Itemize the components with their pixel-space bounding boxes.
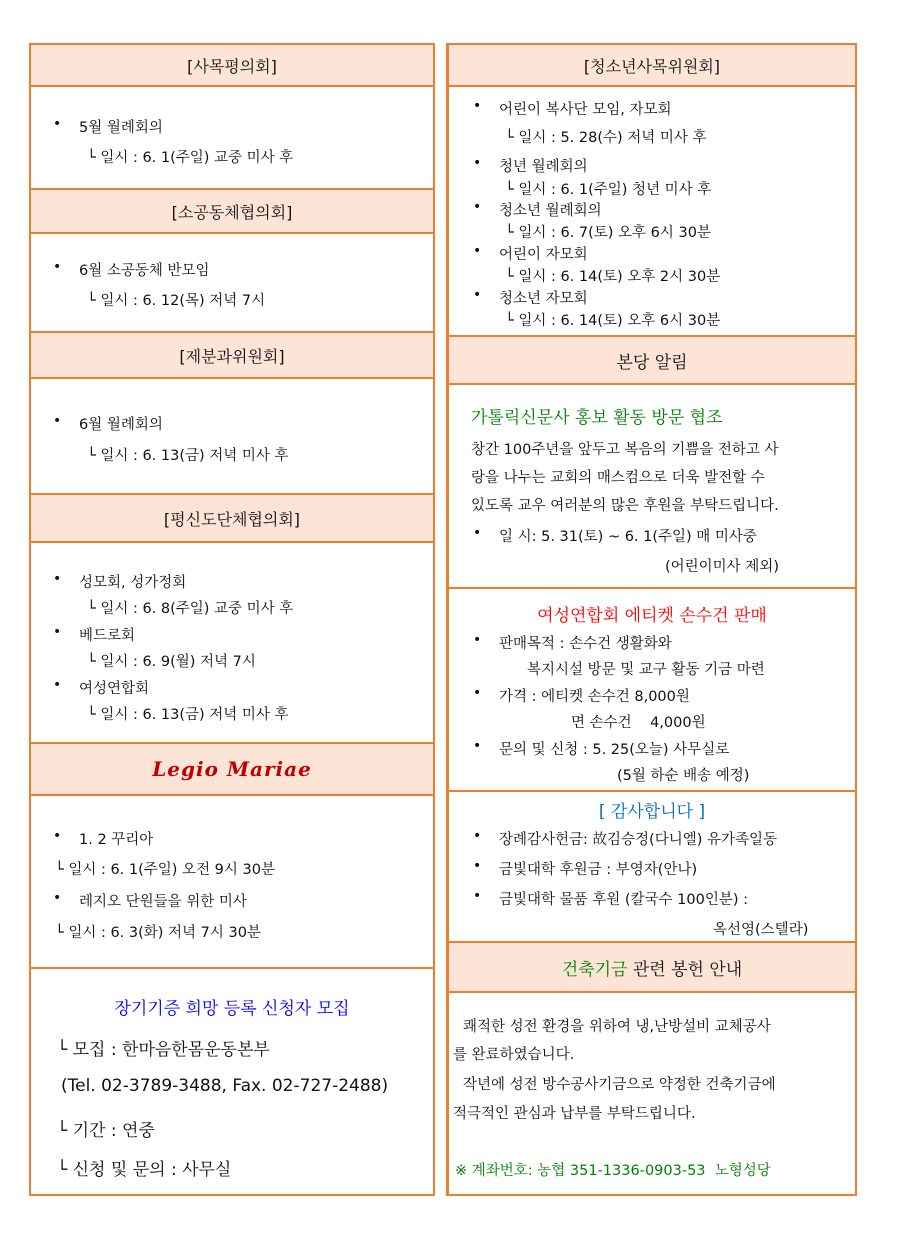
list-item-detail: └ 일시 : 6. 1(주일) 교중 미사 후 — [87, 150, 294, 166]
section-header-youth-committee: [청소년사목위원회] — [449, 45, 855, 87]
list-item: • 6월 월례회의 — [79, 413, 163, 434]
notice-paragraph: 작년에 성전 방수공사기금으로 약정한 건축기금에 — [463, 1077, 776, 1093]
list-item-detail: └ 일시 : 6. 7(토) 오후 6시 30분 — [505, 225, 711, 241]
list-item-detail: └ 일시 : 6. 1(주일) 청년 미사 후 — [505, 182, 712, 198]
list-item-detail: └ 일시 : 6. 3(화) 저녁 7시 30분 — [55, 925, 261, 941]
notice-title-catholic-newspaper: 가톨릭신문사 홍보 활동 방문 협조 — [471, 408, 723, 428]
organ-donation-line: └ 기간 : 연중 — [57, 1121, 155, 1141]
notice-title-handkerchief-sale: 여성연합회 에티켓 손수건 판매 — [537, 606, 767, 626]
notice-title-thanks: [ 감사합니다 ] — [598, 802, 706, 822]
section-header-legio-mariae — [31, 742, 433, 796]
list-item: • 성모회, 성가정회 — [79, 571, 186, 592]
legio-mariae-logo: Legio Mariae — [152, 757, 312, 781]
list-item-detail: └ 일시 : 6. 8(주일) 교중 미사 후 — [87, 601, 294, 617]
list-item-detail: └ 일시 : 5. 28(수) 저녁 미사 후 — [505, 130, 707, 146]
list-item: • 5월 월례회의 — [79, 116, 163, 137]
list-item: • 청소년 월례회의 — [499, 199, 602, 220]
list-item-continued: (5월 하순 배송 예정) — [617, 768, 750, 784]
notice-paragraph: 쾌적한 성전 환경을 위하여 냉,난방설비 교체공사 — [463, 1019, 771, 1035]
column-gap — [433, 43, 448, 1196]
list-item-detail: └ 일시 : 6. 13(금) 저녁 미사 후 — [87, 448, 289, 464]
section-header-lay-groups: [평신도단체협의회] — [31, 493, 433, 543]
organ-donation-line: └ 신청 및 문의 : 사무실 — [57, 1160, 232, 1180]
notice-paragraph: 적극적인 관심과 납부를 부탁드립니다. — [453, 1106, 696, 1122]
list-item-detail: └ 일시 : 6. 14(토) 오후 6시 30분 — [505, 313, 721, 329]
list-item: • 어린이 복사단 모임, 자모회 — [499, 98, 672, 119]
list-item: • 6월 소공동체 반모임 — [79, 259, 210, 280]
list-item: • 레지오 단원들을 위한 미사 — [79, 890, 247, 911]
building-fund-highlight: 건축기금 — [561, 959, 628, 980]
list-item: • 금빛대학 후원금 : 부영자(안나) — [499, 858, 697, 879]
list-item-continued: 면 손수건 4,000원 — [571, 715, 706, 731]
section-header-committees: [제분과위원회] — [31, 331, 433, 379]
notice-paragraph: 창간 100주년을 앞두고 복음의 기쁨을 전하고 사 — [471, 442, 779, 458]
list-item-detail: └ 일시 : 6. 14(토) 오후 2시 30분 — [505, 269, 721, 285]
right-column — [447, 43, 857, 1196]
list-item: • 가격 : 에티켓 손수건 8,000원 — [499, 685, 690, 706]
list-item-continued: 복지시설 방문 및 교구 활동 기금 마련 — [527, 662, 765, 678]
list-item-detail: └ 일시 : 6. 12(목) 저녁 7시 — [87, 293, 266, 309]
organ-donation-title: 장기기증 희망 등록 신청자 모집 — [114, 999, 350, 1019]
list-item-continued: 옥선영(스텔라) — [713, 922, 809, 938]
section-header-building-fund — [449, 941, 855, 993]
list-item: • 일 시: 5. 31(토) ~ 6. 1(주일) 매 미사중 — [499, 525, 757, 546]
notice-paragraph: 를 완료하였습니다. — [453, 1047, 575, 1063]
list-item: • 문의 및 신청 : 5. 25(오늘) 사무실로 — [499, 738, 729, 759]
list-item-note: (어린이미사 제외) — [665, 559, 779, 575]
list-item-detail: └ 일시 : 6. 9(월) 저녁 7시 — [87, 654, 256, 670]
list-item: • 어린이 자모회 — [499, 243, 588, 264]
left-column — [29, 43, 435, 1196]
list-item: • 베드로회 — [79, 624, 135, 645]
list-item-detail: └ 일시 : 6. 13(금) 저녁 미사 후 — [87, 707, 289, 723]
list-item: • 청년 월례회의 — [499, 155, 588, 176]
organ-donation-line: (Tel. 02-3789-3488, Fax. 02-727-2488) — [61, 1076, 389, 1096]
list-item: • 청소년 자모회 — [499, 287, 588, 308]
list-item: • 판매목적 : 손수건 생활화와 — [499, 632, 672, 653]
list-item: • 1. 2 꾸리아 — [79, 828, 153, 849]
notice-paragraph: 있도록 교우 여러분의 많은 후원을 부탁드립니다. — [471, 498, 779, 514]
list-item: • 장례감사헌금: 故김승정(다니엘) 유가족일동 — [499, 828, 777, 849]
notice-paragraph: 랑을 나누는 교회의 매스컴으로 더욱 발전할 수 — [471, 470, 765, 486]
bank-account: ※ 계좌번호: 농협 351-1336-0903-53 노형성당 — [455, 1163, 771, 1179]
section-header-small-community: [소공동체협의회] — [31, 188, 433, 234]
divider — [31, 967, 433, 969]
divider — [449, 587, 855, 589]
organ-donation-line: └ 모집 : 한마음한몸운동본부 — [57, 1040, 270, 1060]
list-item: • 여성연합회 — [79, 677, 149, 698]
divider — [449, 790, 855, 792]
section-header-pastoral-council: [사목평의회] — [31, 45, 433, 87]
list-item-detail: └ 일시 : 6. 1(주일) 오전 9시 30분 — [55, 862, 275, 878]
list-item: • 금빛대학 물품 후원 (칼국수 100인분) : — [499, 888, 748, 909]
building-fund-title-rest: 관련 봉헌 안내 — [627, 959, 743, 980]
section-header-parish-notices: 본당 알림 — [449, 335, 855, 385]
